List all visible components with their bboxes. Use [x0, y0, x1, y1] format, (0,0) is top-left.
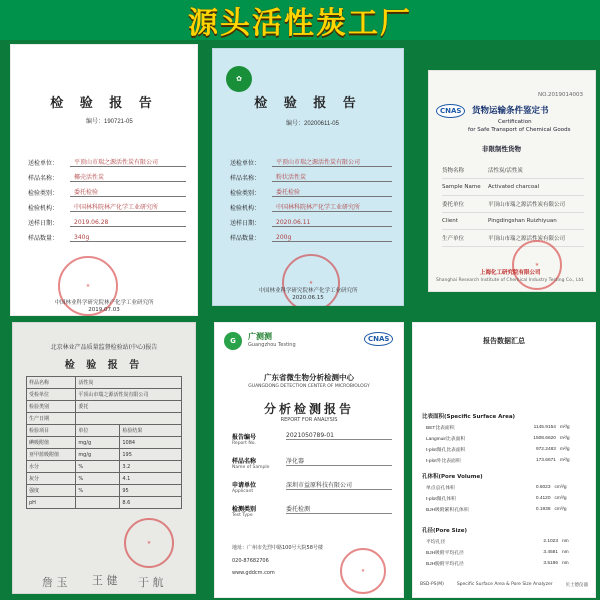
doc5-field	[232, 432, 392, 456]
cert-row-key: 委托单位	[442, 202, 465, 208]
table-cell: 亚甲蓝吸附值	[27, 449, 76, 461]
doc2-footer-date: 2020.06.15	[292, 295, 324, 301]
table-cell: t-plot微孔比表面积	[426, 448, 466, 453]
cert-title-en-1: Certification	[498, 119, 532, 125]
banner-title: 源头活性炭工厂	[188, 6, 412, 41]
field-value: 平顶山市瑞之源活性炭有限公司	[272, 157, 392, 167]
field-key-cn: 报告编号	[232, 434, 257, 441]
doc5-address: 地址：广州市先烈中路100号大院58号楼	[232, 545, 323, 551]
field-key: 检验机构：	[230, 205, 261, 212]
table-cell: m²/g	[559, 425, 570, 430]
field-value: 粉状活性炭	[272, 172, 392, 182]
table-cell	[76, 497, 120, 509]
doc5-field	[232, 504, 392, 528]
cert-row-value: 平顶山市瑞之源活性炭有限公司	[488, 202, 566, 208]
doc6-section-2: 孔体积(Pore Volume)	[422, 474, 483, 480]
table-cell: 4.1	[120, 473, 182, 485]
cert-row	[442, 196, 584, 213]
table-cell: t-plot微孔体积	[426, 497, 456, 502]
cert-goods-label: 非限制性货物	[482, 145, 521, 153]
table-cell: cm³/g	[554, 496, 567, 501]
cert-row-key: 货物名称	[442, 168, 465, 174]
doc5-field-key	[232, 432, 278, 446]
doc6-bet-table	[424, 422, 584, 466]
doc2-field	[230, 212, 392, 227]
table-cell: nm	[562, 539, 569, 544]
table-row	[424, 482, 584, 493]
field-value: 2019.06.28	[70, 219, 186, 227]
cert-row-value: 活性炭/活性炭	[488, 168, 523, 174]
doc1-field	[28, 182, 186, 197]
table-cell: 195	[120, 449, 182, 461]
field-key: 送检单位：	[28, 160, 59, 167]
table-row	[27, 401, 182, 413]
cert-row-key: Client	[442, 218, 458, 224]
table-cell	[76, 413, 182, 425]
table-cell: 受检单位	[27, 389, 76, 401]
table-cell: 95	[120, 485, 182, 497]
field-key-cn: 检测类别	[232, 506, 257, 513]
table-cell: pH	[27, 497, 76, 509]
field-key-en: Applicant	[232, 489, 254, 494]
field-value: 中国林科院林产化学工业研究所	[272, 202, 392, 212]
field-value: 平顶山市瑞之源活性炭有限公司	[70, 157, 186, 167]
doc5-field	[232, 456, 392, 480]
doc5-web: www.gddcm.com	[232, 570, 275, 576]
cert-doc-no: NO.2019014003	[538, 92, 583, 98]
lab-logo: ✿	[226, 66, 252, 92]
cert-row-value: Pingdingshan Ruizhiyuan	[488, 218, 557, 224]
doc1-title: 检 验 报 告	[50, 96, 158, 111]
cert-row-value: Activated charcoal	[488, 184, 540, 190]
table-cell: 检验结果	[120, 425, 182, 437]
table-row	[424, 558, 584, 569]
table-cell: mg/g	[76, 437, 120, 449]
doc5-field-key	[232, 480, 278, 494]
table-cell: 8.6	[120, 497, 182, 509]
table-row	[424, 455, 584, 466]
doc2-field	[230, 182, 392, 197]
table-row	[424, 536, 584, 547]
table-cell: t-plot外比表面积	[426, 459, 461, 464]
table-cell: 3.4581	[543, 550, 558, 555]
field-key-en: Report No.	[232, 441, 256, 446]
doc5-tel: 020-87682706	[232, 558, 269, 564]
signature: 詹 玉	[42, 576, 68, 589]
field-key: 送检单位：	[230, 160, 261, 167]
table-row	[424, 444, 584, 455]
cert-row	[442, 162, 584, 179]
doc6-footer-left: BSD-PS(M)	[420, 582, 444, 587]
table-cell: 单位	[76, 425, 120, 437]
cert-rows	[442, 162, 584, 247]
table-cell: 0.6023	[535, 485, 551, 490]
table-cell: 平顶山市瑞之源活性炭有限公司	[76, 389, 182, 401]
table-cell: %	[76, 461, 120, 473]
doc5-brand-en: Guangzhou Testing	[248, 342, 296, 348]
seal-stamp: ★	[58, 256, 118, 316]
document-transport-certificate	[428, 70, 596, 292]
table-cell: 活性炭	[76, 377, 182, 389]
doc5-field-key	[232, 504, 278, 518]
table-cell: BJH脱附平均孔径	[426, 562, 464, 567]
field-key: 样品名称：	[230, 175, 261, 182]
field-value: 2020.06.11	[272, 219, 392, 227]
cnas-logo: CNAS	[436, 104, 465, 118]
doc4-org: 北京林业产品质量监督检验站(中心)报告	[50, 344, 158, 351]
table-cell: BJH吸附累积孔体积	[426, 508, 469, 513]
cert-title-cn: 货物运输条件鉴定书	[472, 106, 549, 116]
table-cell: 检验项目	[27, 425, 76, 437]
doc2-field	[230, 152, 392, 167]
seal-stamp: ★	[512, 240, 562, 290]
table-cell: 生产日期	[27, 413, 76, 425]
doc1-footer-date: 2019.07.03	[88, 307, 120, 313]
table-cell: nm	[562, 550, 569, 555]
cert-row-value: 平顶山市瑞之源活性炭有限公司	[488, 236, 566, 242]
table-cell: 972.2483	[535, 447, 556, 452]
doc5-title: 分析检测报告	[263, 402, 354, 416]
cnas-logo: CNAS	[364, 332, 393, 346]
doc2-report-no: 编号：20200611-05	[286, 121, 339, 127]
field-value: 委托检验	[272, 187, 392, 197]
field-value: 200g	[272, 234, 392, 242]
field-value: 椰壳活性炭	[70, 172, 186, 182]
field-value: 中国林科院林产化学工业研究所	[70, 202, 186, 212]
doc1-fields	[28, 152, 186, 242]
table-row	[27, 461, 182, 473]
table-cell: 1508.6620	[533, 436, 556, 441]
field-key-cn: 申请单位	[232, 482, 257, 489]
doc4-title: 检 验 报 告	[64, 360, 144, 371]
table-cell: m²/g	[559, 436, 570, 441]
doc2-field	[230, 197, 392, 212]
table-cell: 灰分	[27, 473, 76, 485]
field-key: 送样日期：	[230, 220, 261, 227]
document-inspection-report-1	[10, 44, 198, 316]
table-cell: %	[76, 485, 120, 497]
doc5-fields	[232, 432, 392, 528]
doc6-footer-mid: Specific Surface Area & Pore Size Analyzer	[456, 582, 553, 587]
signature: 于 航	[138, 576, 164, 589]
table-cell: 3.2	[120, 461, 182, 473]
document-inspection-report-2	[212, 48, 404, 306]
field-value: 340g	[70, 234, 186, 242]
field-key: 样品数量：	[230, 235, 261, 242]
doc6-title: 报告数据汇总	[483, 337, 525, 345]
field-key-cn: 样品名称	[232, 458, 257, 465]
table-cell: %	[76, 473, 120, 485]
field-key-en: Test Type	[232, 513, 253, 518]
table-row	[27, 413, 182, 425]
doc5-org-cn: 广东省微生物分析检测中心	[264, 373, 354, 382]
table-cell: 单点总孔体积	[426, 486, 455, 491]
table-row	[424, 433, 584, 444]
table-cell: 碘吸附值	[27, 437, 76, 449]
cert-row-key: 生产单位	[442, 236, 465, 242]
table-cell: nm	[562, 561, 569, 566]
table-row	[27, 449, 182, 461]
doc1-field	[28, 197, 186, 212]
table-cell: cm³/g	[554, 507, 567, 512]
table-cell: 1084	[120, 437, 182, 449]
doc1-field	[28, 227, 186, 242]
doc5-field-key	[232, 456, 278, 470]
table-cell: 0.1938	[535, 507, 551, 512]
doc6-pore-size-table	[424, 536, 584, 569]
table-cell: 样品名称	[27, 377, 76, 389]
field-key: 样品名称：	[28, 175, 59, 182]
field-key: 检验类别：	[28, 190, 59, 197]
field-value: 委托检验	[70, 187, 186, 197]
table-cell: 委托	[76, 401, 182, 413]
doc6-footer	[420, 582, 588, 588]
field-key: 检验机构：	[28, 205, 59, 212]
table-row	[424, 493, 584, 504]
doc6-pore-volume-table	[424, 482, 584, 515]
table-cell: mg/g	[76, 449, 120, 461]
table-cell: m²/g	[559, 447, 570, 452]
table-cell: BET比表面积	[426, 426, 455, 431]
table-cell: 3.5186	[543, 561, 558, 566]
table-cell: 强度	[27, 485, 76, 497]
table-cell: cm³/g	[554, 485, 567, 490]
table-cell: 水分	[27, 461, 76, 473]
table-cell: Langmuir比表面积	[426, 437, 466, 442]
doc5-org-en: GUANGDONG DETECTION CENTER OF MICROBIOLOGY	[248, 384, 370, 389]
doc2-footer: 中国林业科学研究院林产化学工业研究所	[258, 288, 358, 294]
table-cell: 1145.9154	[533, 425, 556, 430]
field-value: 净化器	[286, 456, 392, 466]
doc6-section-3: 孔径(Pore Size)	[422, 528, 467, 534]
doc4-results-table	[26, 376, 182, 509]
document-quality-inspection-report	[12, 322, 196, 594]
doc5-title-en: REPORT FOR ANALYSIS	[280, 417, 338, 423]
doc5-field	[232, 480, 392, 504]
doc2-title: 检 验 报 告	[254, 96, 362, 111]
table-row	[424, 504, 584, 515]
doc6-section-1: 比表面积(Specific Surface Area)	[422, 414, 516, 420]
table-cell: 2.1023	[543, 539, 558, 544]
doc5-brand: 广测测	[248, 332, 272, 341]
field-key-en: Name of Sample	[232, 465, 270, 470]
doc2-fields	[230, 152, 392, 242]
brand-logo: G	[224, 332, 242, 350]
issuer-en: Shanghai Research Institute of Chemical Industry Testing Co., Ltd.	[436, 278, 585, 283]
cert-row	[442, 213, 584, 230]
field-key: 送样日期：	[28, 220, 59, 227]
field-value: 深圳市益原科技有限公司	[286, 480, 392, 490]
doc1-field	[28, 152, 186, 167]
table-row	[27, 485, 182, 497]
doc1-field	[28, 167, 186, 182]
doc2-field	[230, 167, 392, 182]
document-analysis-report	[214, 322, 404, 598]
seal-stamp: ★	[124, 518, 174, 568]
field-value: 2021050789-01	[286, 432, 392, 440]
table-cell: 平均孔径	[426, 540, 446, 545]
doc2-field	[230, 227, 392, 242]
table-row	[27, 389, 182, 401]
cert-row-key: Sample Name	[442, 184, 481, 190]
issuer-cn: 上海化工研究院有限公司	[480, 270, 541, 276]
table-row	[27, 377, 182, 389]
cert-row	[442, 230, 584, 247]
banner	[0, 0, 600, 40]
table-cell: 173.6671	[535, 458, 556, 463]
cert-row	[442, 179, 584, 196]
table-row	[424, 547, 584, 558]
table-cell: m²/g	[559, 458, 570, 463]
table-row	[27, 473, 182, 485]
table-row	[424, 422, 584, 433]
table-cell: 检验类别	[27, 401, 76, 413]
field-key: 检验类别：	[230, 190, 261, 197]
table-cell: BJH吸附平均孔径	[426, 551, 464, 556]
seal-stamp: ★	[282, 254, 340, 306]
table-cell: 0.4120	[535, 496, 551, 501]
doc1-field	[28, 212, 186, 227]
cert-title-en-2: for Safe Transport of Chemical Goods	[468, 127, 571, 133]
field-key: 样品数量：	[28, 235, 59, 242]
doc1-report-no: 编号：190721-05	[86, 119, 133, 125]
signature: 王 健	[92, 574, 118, 587]
seal-stamp: ★	[340, 548, 386, 594]
table-row	[27, 437, 182, 449]
table-row	[27, 425, 182, 437]
doc1-footer: 中国林业科学研究院林产化学工业研究所	[54, 300, 154, 306]
document-surface-area-data-summary	[412, 322, 596, 598]
field-value: 委托检测	[286, 504, 392, 514]
table-row	[27, 497, 182, 509]
doc6-footer-right: 贝士德仪器	[565, 583, 588, 588]
